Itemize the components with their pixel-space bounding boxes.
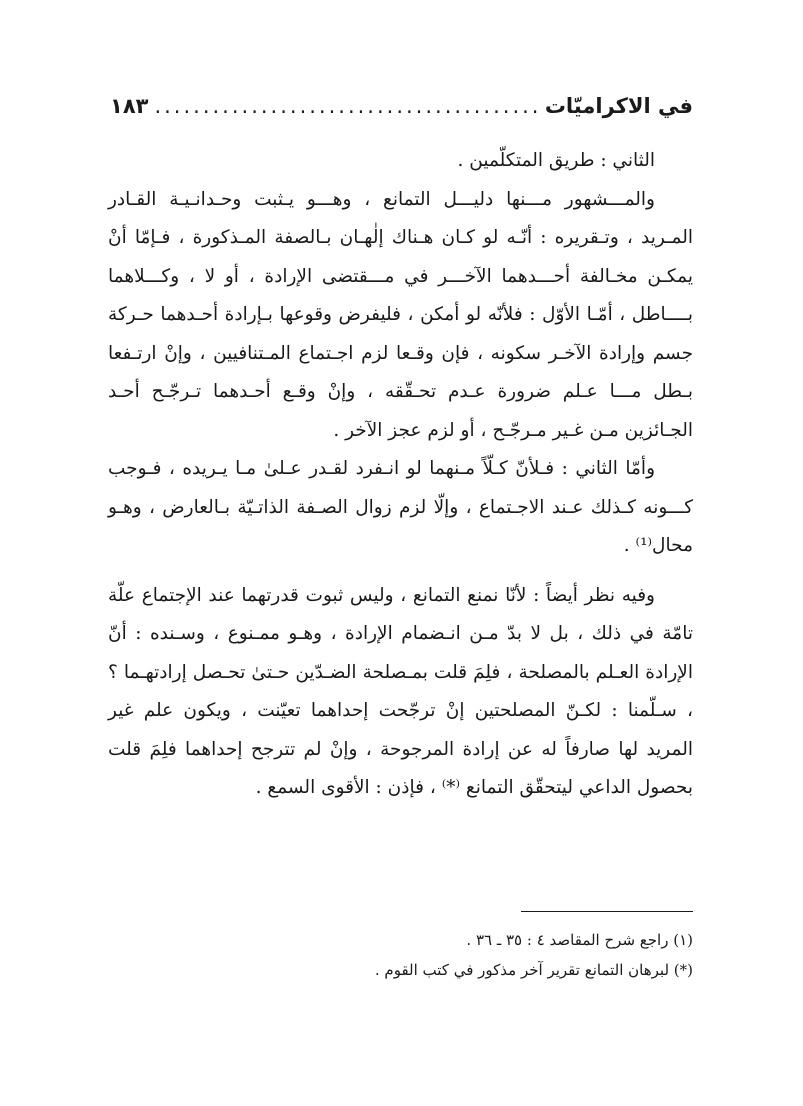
paragraph: والمـــشهور مـــنها دليـــل التمانع ، وهـــو يـثبت وحـدانـيـة القـادر المـريد ، وتـقريره : أنّـه لو كـان هـناك إلٰهـان بـالصفة المـذكورة ، فـإمّا أنْ يمكـن مخـالفة أحـــدهما الآخـــر في مـــقتضى الإرادة ، أو لا ، وكـــلاهما بــــاطل ، أمّـا الأوّل : فلأنّه لو أمكن ، فليفرض وقوعها بـإرادة أحـدهما حـركة جسم وإرادة الآخـر سكونه ، فإن وقـعا لزم اجـتماع المـتنافيين ، وإنْ ارتـفعا بـطل مـــا عـلم ضرورة عـدم تحـقّقه ، وإنْ وقـع أحـدهما تـرجّـح أحـد الجـائزين مـن غـير مـرجّـح ، أو لزم عجز الآخر . — [108, 188, 693, 441]
paragraph: وأمّا الثاني : فـلأنّ كـلّاً مـنهما لو انـفرد لقـدر عـلىٰ مـا يـريده ، فـوجب كـــونه كـذلك عـند الاجـتماع ، وإلّا لزم زوال الصـفة الذاتـيّة بـالعارض ، وهـو محال⁽¹⁾ . — [108, 458, 693, 556]
page-number: ١٨٣ — [110, 94, 149, 118]
header-dot-leader — [154, 94, 538, 118]
running-header — [110, 94, 693, 128]
running-header-title: في الاكراميّات — [544, 94, 693, 118]
footnote-separator — [521, 911, 693, 912]
footnote: (١) راجع شرح المقاصد ٤ : ٣٥ ـ ٣٦ . — [466, 931, 693, 949]
main-text — [108, 142, 693, 808]
paragraph: الثاني : طريق المتكلّمين . — [457, 150, 655, 171]
paragraph: وفيه نظر أيضاً : لأنّا نمنع التمانع ، وليس ثبوت قدرتهما عند الإجتماع علّة تامّة في ذلك ، بل لا بدّ مـن انـضمام الإرادة ، وهـو ممـنوع ، وسـنده : أنّ الإرادة العـلم بالمصلحة ، فلِمَ قلت بمـصلحة الضـدّين حـتىٰ تحـصل إرادتهـما ؟ ، سـلّمنا : لكـنّ المصلحتين إنْ ترجّحت إحداهما تعيّنت ، ويكون علم غير المريد لها صارفاً له عن إرادة المرجوحة ، وإنْ لم تترجح إحداهما فلِمَ قلت بحصول الداعي ليتحقّق التمانع ⁽*⁾ ، فإذن : الأقوى السمع . — [108, 584, 693, 798]
footnotes — [108, 925, 693, 985]
footnote: (*) لبرهان التمانع تقرير آخر مذكور في كتب القوم . — [374, 961, 693, 979]
